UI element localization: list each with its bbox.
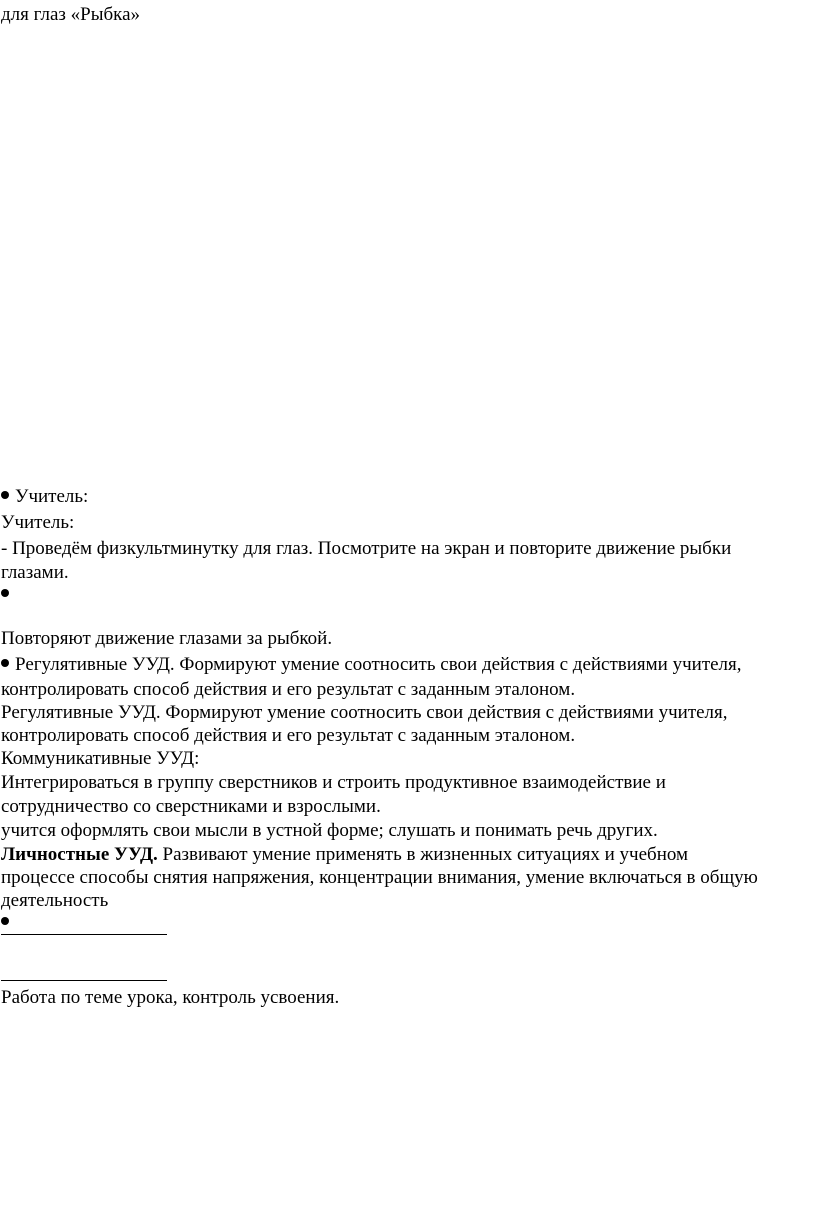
teacher-bullet-item <box>1 486 88 508</box>
teacher-speech-line-2: глазами. <box>1 562 69 583</box>
communicative-line-1: Интегрироваться в группу сверстников и строить продуктивное взаимодействие и <box>1 772 666 793</box>
teacher-label: Учитель: <box>1 512 75 533</box>
regulatory-bullet-line-2: контролировать способ действия и его результат с заданным эталоном. <box>1 679 576 700</box>
separator-line <box>1 980 167 981</box>
students-action: Повторяют движение глазами за рыбкой. <box>1 628 333 649</box>
personal-line-2: процессе способы снятия напряжения, концентрации внимания, умение включаться в общую <box>1 867 758 888</box>
next-stage-title: Работа по теме урока, контроль усвоения. <box>1 987 340 1008</box>
empty-bullet-item <box>1 912 15 934</box>
teacher-speech-line-1: - Проведём физкультминутку для глаз. Посмотрите на экран и повторите движение рыбки <box>1 538 732 559</box>
regulatory-bullet-text: Регулятивные УУД. Формируют умение соотносить свои действия с действиями учителя, <box>15 654 742 675</box>
regulatory-line-1: Регулятивные УУД. Формируют умение соотносить свои действия с действиями учителя, <box>1 702 728 723</box>
bullet-icon <box>1 917 9 925</box>
separator-line <box>1 934 167 935</box>
communicative-label: Коммуникативные УУД: <box>1 748 200 769</box>
communicative-line-3: учится оформлять свои мысли в устной форме; слушать и понимать речь других. <box>1 820 658 841</box>
bullet-icon <box>1 491 9 499</box>
personal-line-1-rest: Развивают умение применять в жизненных ситуациях и учебном <box>157 844 689 865</box>
bullet-icon <box>1 589 9 597</box>
personal-line-1 <box>1 844 688 866</box>
regulatory-bullet-line-1 <box>1 654 742 676</box>
empty-bullet-item <box>1 584 15 606</box>
page-heading: для глаз «Рыбка» <box>1 4 141 25</box>
communicative-line-2: сотрудничество со сверстниками и взрослыми. <box>1 796 381 817</box>
teacher-bullet-label: Учитель: <box>15 486 89 507</box>
regulatory-line-2: контролировать способ действия и его результат с заданным эталоном. <box>1 725 576 746</box>
personal-label: Личностные УУД. <box>1 844 158 865</box>
personal-line-3: деятельность <box>1 890 109 911</box>
bullet-icon <box>1 659 9 667</box>
